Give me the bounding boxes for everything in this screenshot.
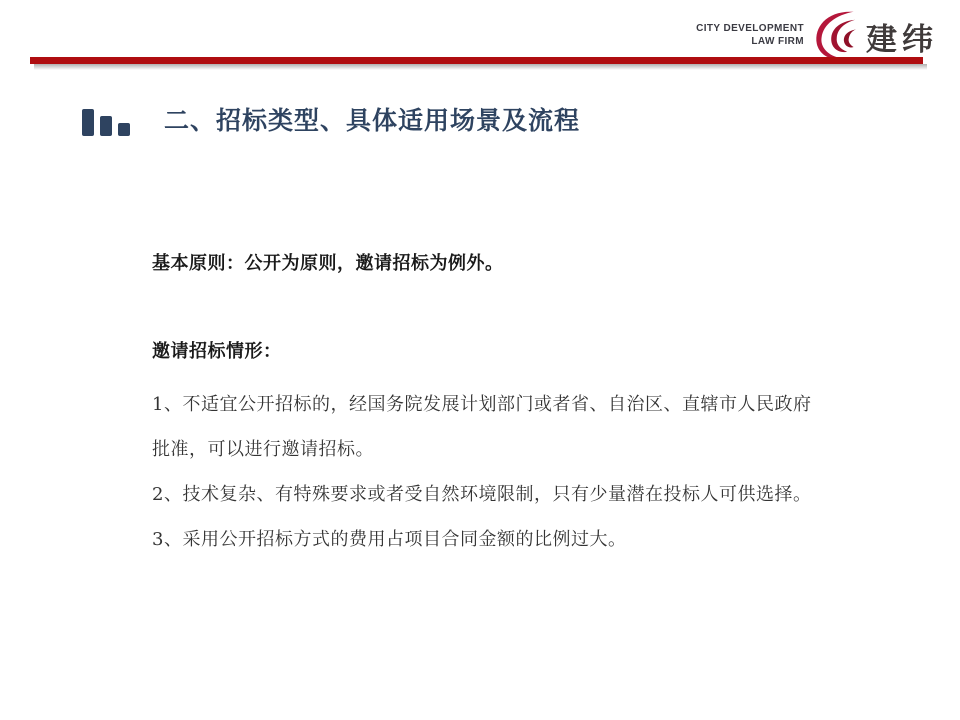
- slide-body: [152, 252, 842, 562]
- list-item: 批准，可以进行邀请招标。: [152, 439, 374, 460]
- list-item: 3、采用公开招标方式的费用占项目合同金额的比例过大。: [152, 529, 627, 550]
- logo-text-line2: LAW FIRM: [751, 36, 804, 47]
- bar-chart-bullet-icon: [82, 108, 136, 136]
- logo-chinese-name: 建纬: [866, 21, 938, 58]
- section-title-row: [82, 106, 580, 136]
- logo-text: [696, 22, 804, 48]
- page-title: 二、招标类型、具体适用场景及流程: [164, 107, 581, 135]
- header-divider-line: [30, 57, 923, 64]
- invited-bidding-subheading: 邀请招标情形：: [152, 341, 282, 362]
- law-firm-logo: [696, 8, 938, 62]
- principle-statement: 基本原则：公开为原则，邀请招标为例外。: [152, 253, 504, 274]
- logo-text-line1: CITY DEVELOPMENT: [696, 23, 804, 34]
- list-item: 2、技术复杂、有特殊要求或者受自然环境限制，只有少量潜在投标人可供选择。: [152, 484, 812, 505]
- list-item: 1、不适宜公开招标的，经国务院发展计划部门或者省、自治区、直辖市人民政府: [152, 394, 812, 415]
- law-firm-swirl-logo-icon: [812, 8, 860, 62]
